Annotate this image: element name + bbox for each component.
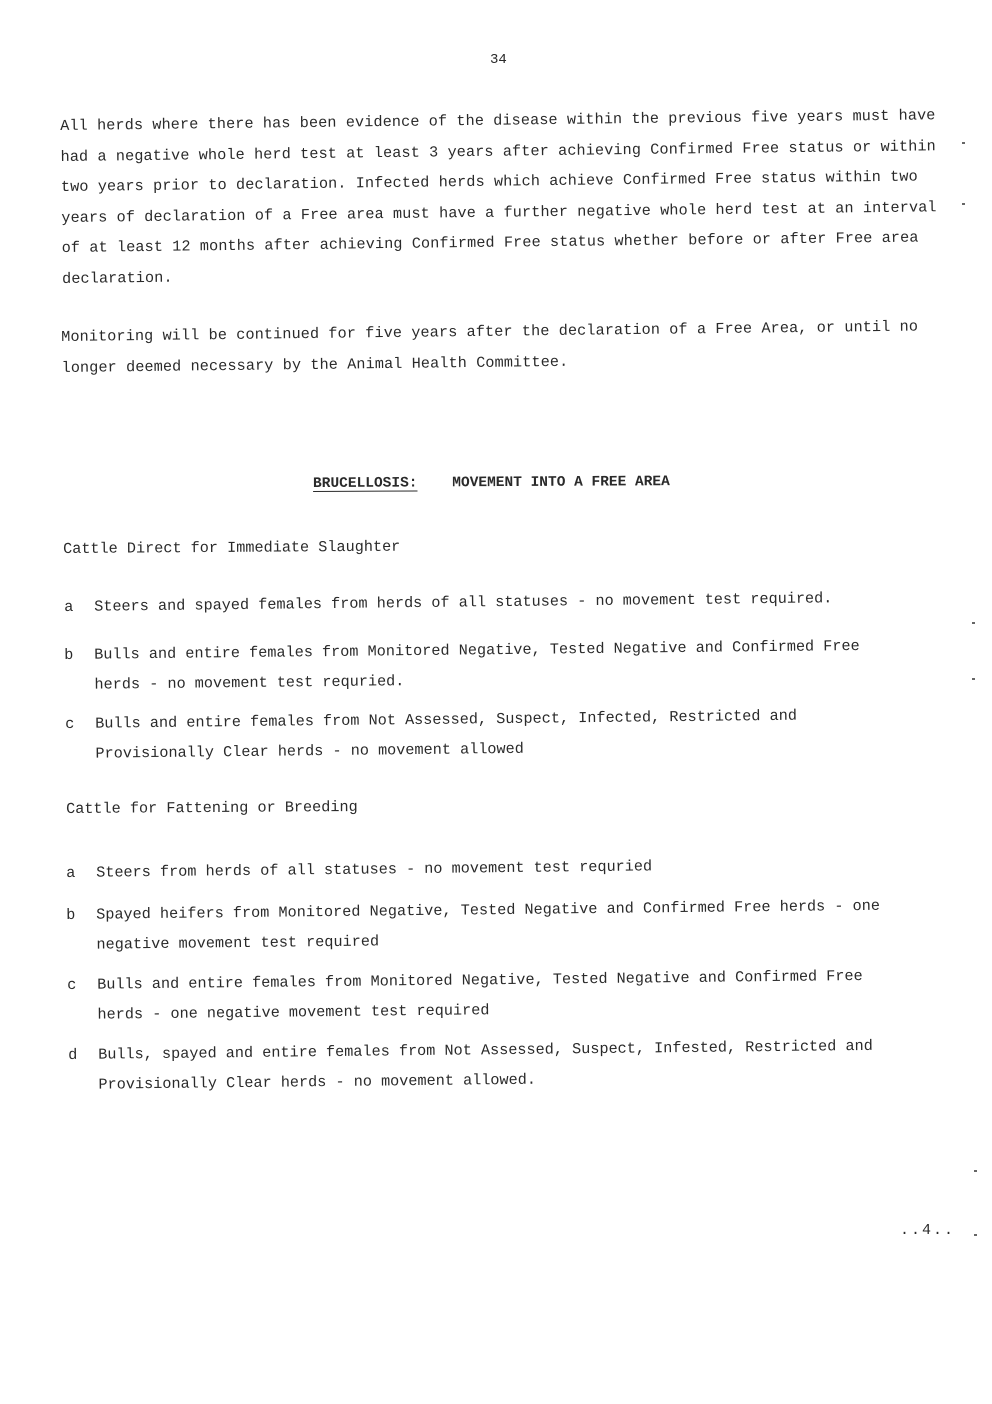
section-heading	[313, 474, 670, 492]
list-marker: d	[68, 1045, 78, 1064]
scan-speck	[974, 1170, 977, 1172]
paragraph-herd-testing: All herds where there has been evidence of the disease within the previous five years must have had a negative whole herd test at least 3 years after achieving Confirmed Free status or within two years prior to declaration. Infected herds which achieve Confirmed Free status within two years of declaration of a Free area must have a further negative whole herd test at an interval of at least 12 months after achieving Confirmed Free status whether before or after Free area declaration.	[60, 106, 937, 288]
subheading-fattening-breeding: Cattle for Fattening or Breeding	[66, 797, 358, 818]
scan-speck	[972, 622, 975, 624]
list-item-text: Bulls and entire females from Monitored Negative, Tested Negative and Confirmed Free herds - no movement test requried.	[94, 636, 860, 694]
heading-underlined-part: BRUCELLOSIS:	[313, 475, 418, 492]
subheading-immediate-slaughter: Cattle Direct for Immediate Slaughter	[63, 537, 401, 558]
list-item-text: Steers and spayed females from herds of all statuses - no movement test required.	[94, 589, 833, 616]
list-item-text: Bulls and entire females from Not Assessed, Suspect, Infected, Restricted and Provisionally Clear herds - no movement allowed	[95, 706, 798, 763]
scan-speck	[974, 1234, 977, 1236]
list-item-text: Bulls, spayed and entire females from Not Assessed, Suspect, Infested, Restricted and Provisionally Clear herds - no movement allowed.	[98, 1036, 873, 1094]
list-marker: c	[67, 975, 77, 994]
paragraph-monitoring: Monitoring will be continued for five years after the declaration of a Free Area, or until no longer deemed necessary by the Animal Health Committee.	[61, 317, 919, 377]
list-item-text: Bulls and entire females from Monitored Negative, Tested Negative and Confirmed Free herds - one negative movement test required	[97, 966, 863, 1024]
page-number: 34	[490, 52, 507, 68]
list-marker: a	[66, 863, 76, 882]
list-marker: a	[64, 597, 74, 616]
list-item-text: Spayed heifers from Monitored Negative, Tested Negative and Confirmed Free herds - one negative movement test required	[96, 896, 881, 954]
scan-speck	[962, 203, 965, 205]
scan-speck	[962, 142, 965, 144]
list-marker: b	[66, 905, 76, 924]
list-item-text: Steers from herds of all statuses - no movement test requried	[96, 857, 653, 882]
list-marker: b	[64, 645, 74, 664]
continuation-marker: ..4..	[900, 1222, 956, 1239]
scan-speck	[972, 678, 975, 680]
list-marker: c	[65, 714, 75, 733]
heading-rest: MOVEMENT INTO A FREE AREA	[452, 474, 670, 492]
